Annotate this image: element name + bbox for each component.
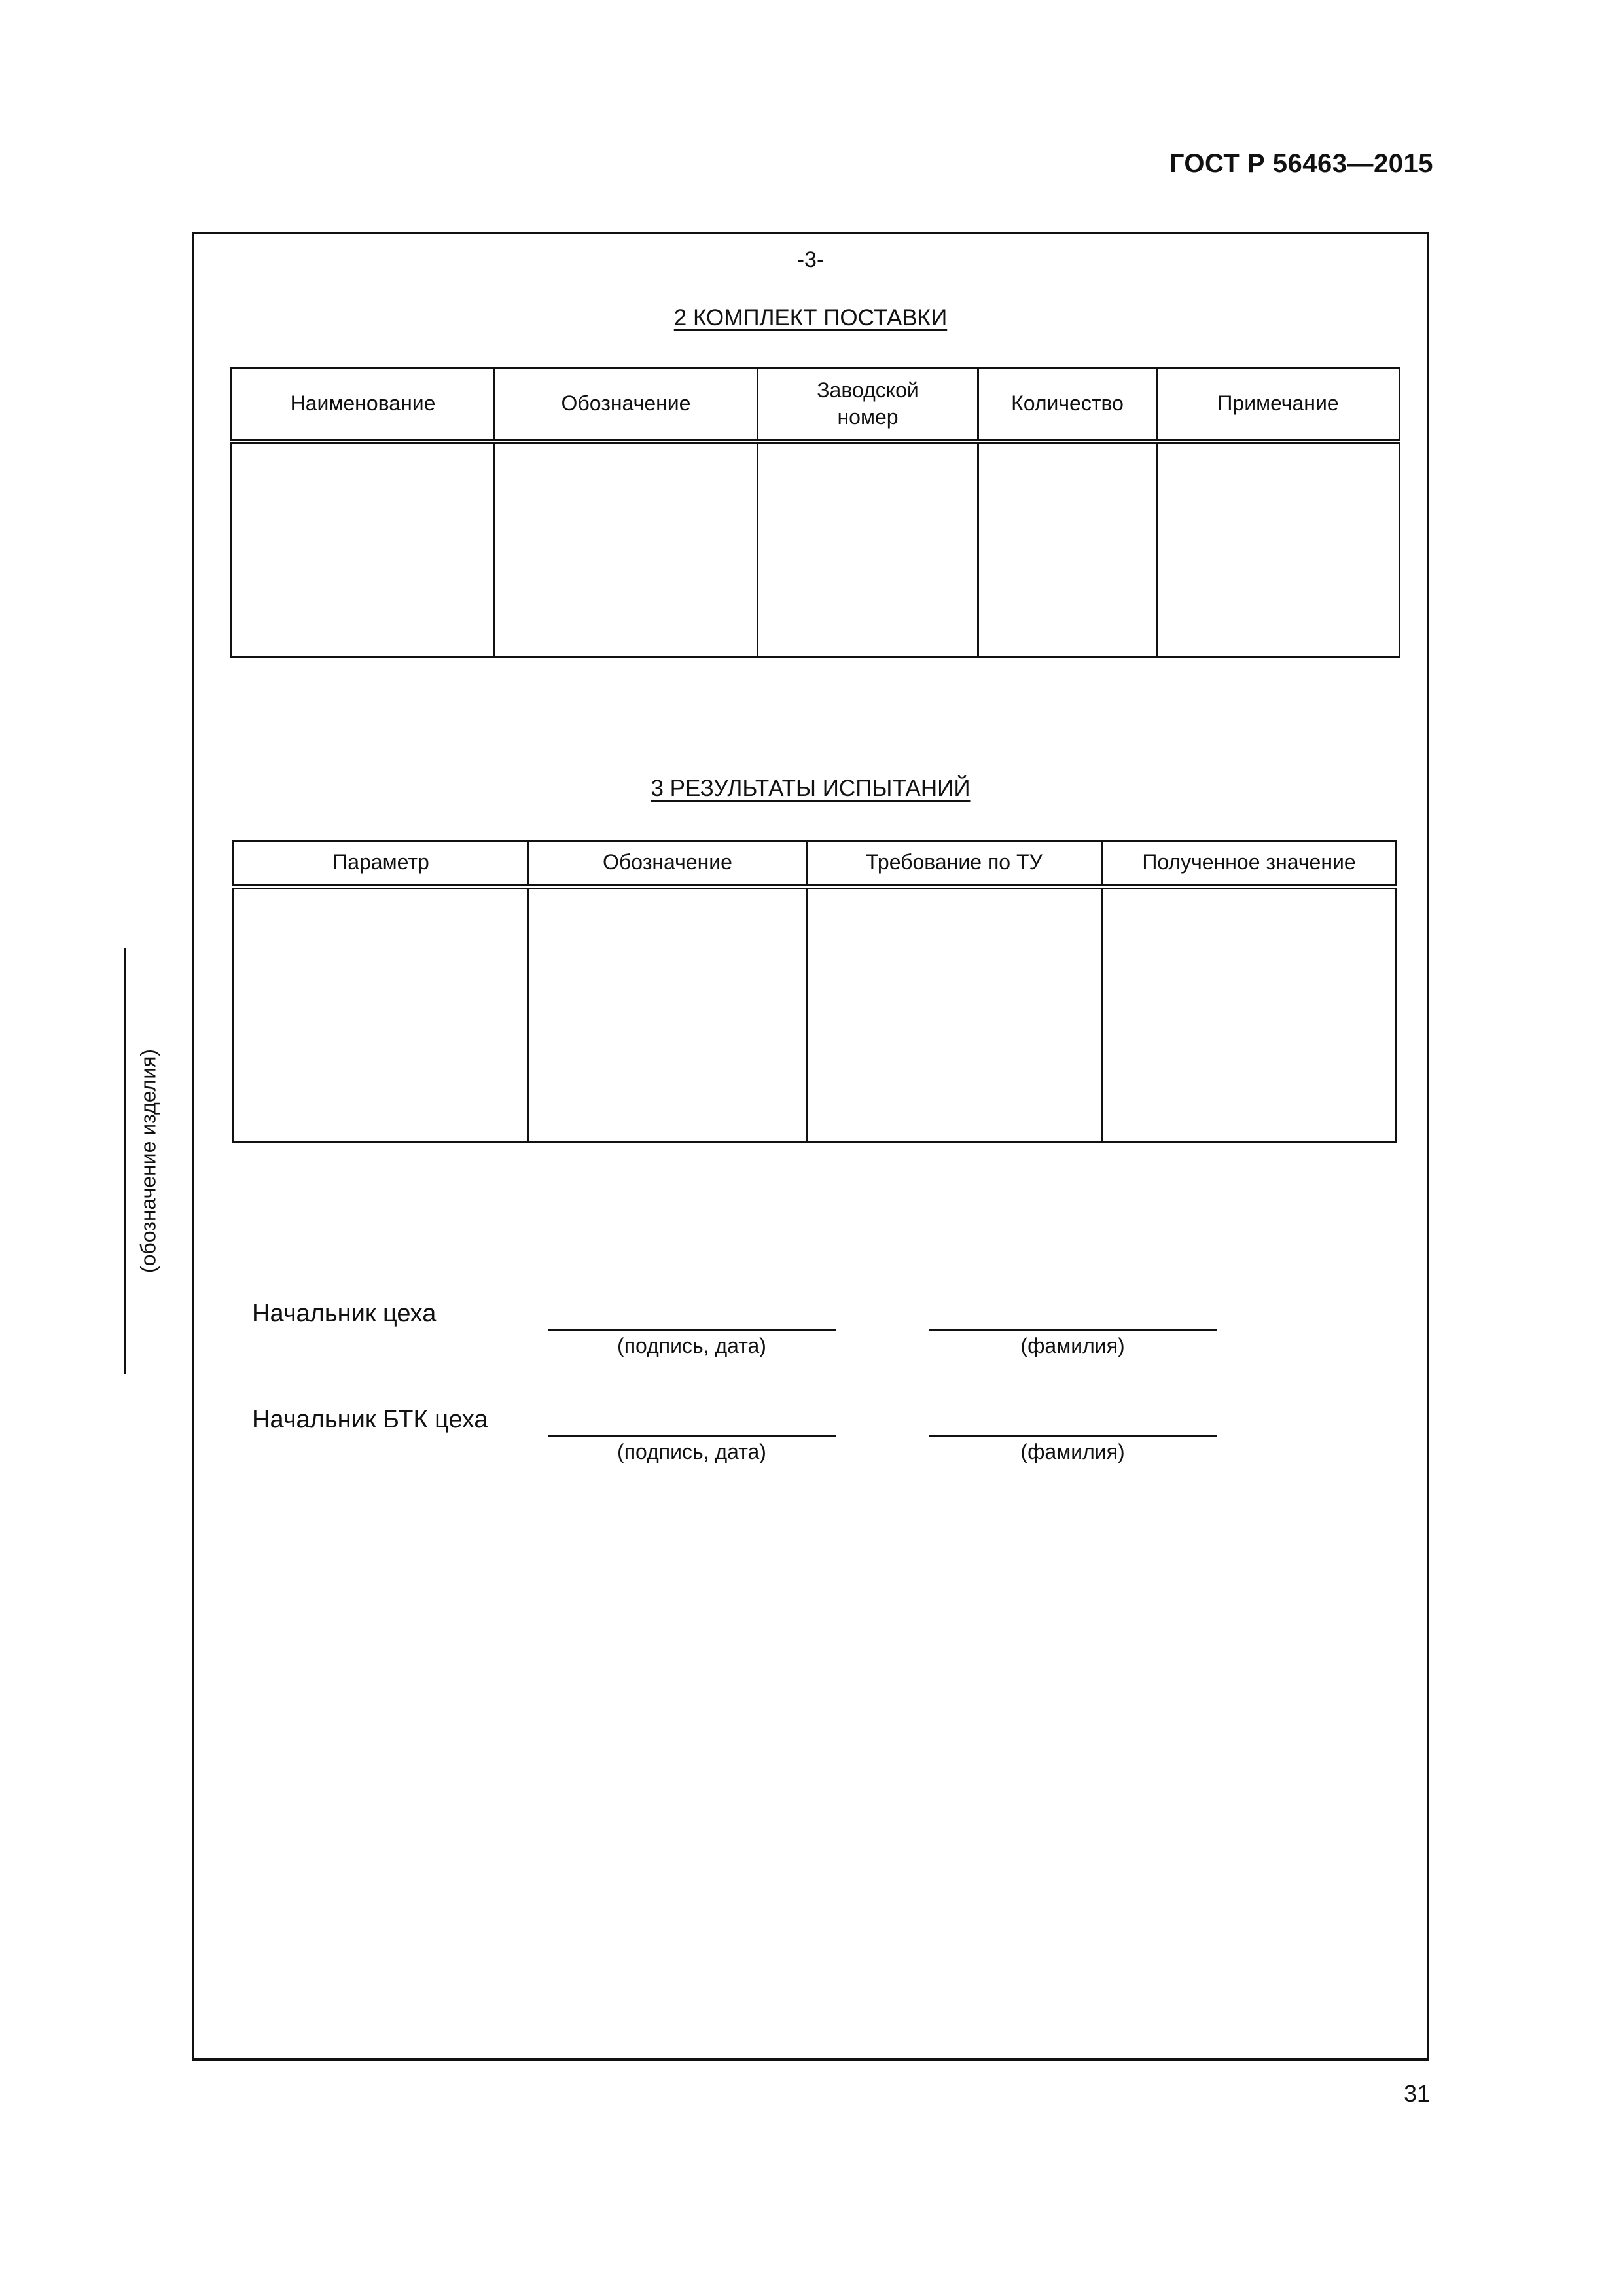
delivery-col-designation: Обозначение	[495, 368, 758, 442]
delivery-col-note: Примечание	[1157, 368, 1400, 442]
table-row	[232, 442, 1400, 658]
results-col-designation: Обозначение	[529, 841, 807, 887]
side-label-line	[124, 948, 126, 1374]
signature-line-qc-chief[interactable]	[548, 1435, 836, 1437]
table-cell[interactable]	[234, 887, 529, 1142]
form-frame	[192, 232, 1429, 2061]
results-col-obtained: Полученное значение	[1102, 841, 1397, 887]
name-caption: (фамилия)	[1020, 1334, 1125, 1357]
page-number: 31	[1403, 2080, 1430, 2107]
delivery-table	[230, 367, 1400, 658]
results-col-requirement: Требование по ТУ	[807, 841, 1102, 887]
form-page-number: -3-	[796, 247, 825, 272]
delivery-col-name: Наименование	[232, 368, 495, 442]
results-table	[232, 840, 1397, 1143]
table-cell[interactable]	[1102, 887, 1397, 1142]
table-cell[interactable]	[758, 442, 978, 658]
table-cell[interactable]	[807, 887, 1102, 1142]
table-cell[interactable]	[529, 887, 807, 1142]
side-label: (обозначение изделия)	[136, 1049, 160, 1274]
delivery-col-quantity: Количество	[978, 368, 1157, 442]
signature-role-shop-chief: Начальник цеха	[252, 1300, 437, 1327]
table-cell[interactable]	[232, 442, 495, 658]
name-caption: (фамилия)	[1020, 1440, 1125, 1463]
table-cell[interactable]	[978, 442, 1157, 658]
results-section-title: 3 РЕЗУЛЬТАТЫ ИСПЫТАНИЙ	[651, 776, 971, 801]
signature-role-qc-chief: Начальник БТК цеха	[252, 1406, 488, 1433]
signature-caption: (подпись, дата)	[617, 1440, 766, 1463]
table-cell[interactable]	[495, 442, 758, 658]
name-line-shop-chief[interactable]	[929, 1329, 1217, 1331]
name-line-qc-chief[interactable]	[929, 1435, 1217, 1437]
results-col-parameter: Параметр	[234, 841, 529, 887]
delivery-section-title: 2 КОМПЛЕКТ ПОСТАВКИ	[673, 305, 948, 331]
delivery-col-serial	[758, 368, 978, 442]
signature-line-shop-chief[interactable]	[548, 1329, 836, 1331]
delivery-col-serial-label: Заводской номер	[817, 378, 919, 429]
table-cell[interactable]	[1157, 442, 1400, 658]
table-row	[234, 887, 1397, 1142]
signature-caption: (подпись, дата)	[617, 1334, 766, 1357]
document-code: ГОСТ Р 56463—2015	[1169, 149, 1433, 178]
